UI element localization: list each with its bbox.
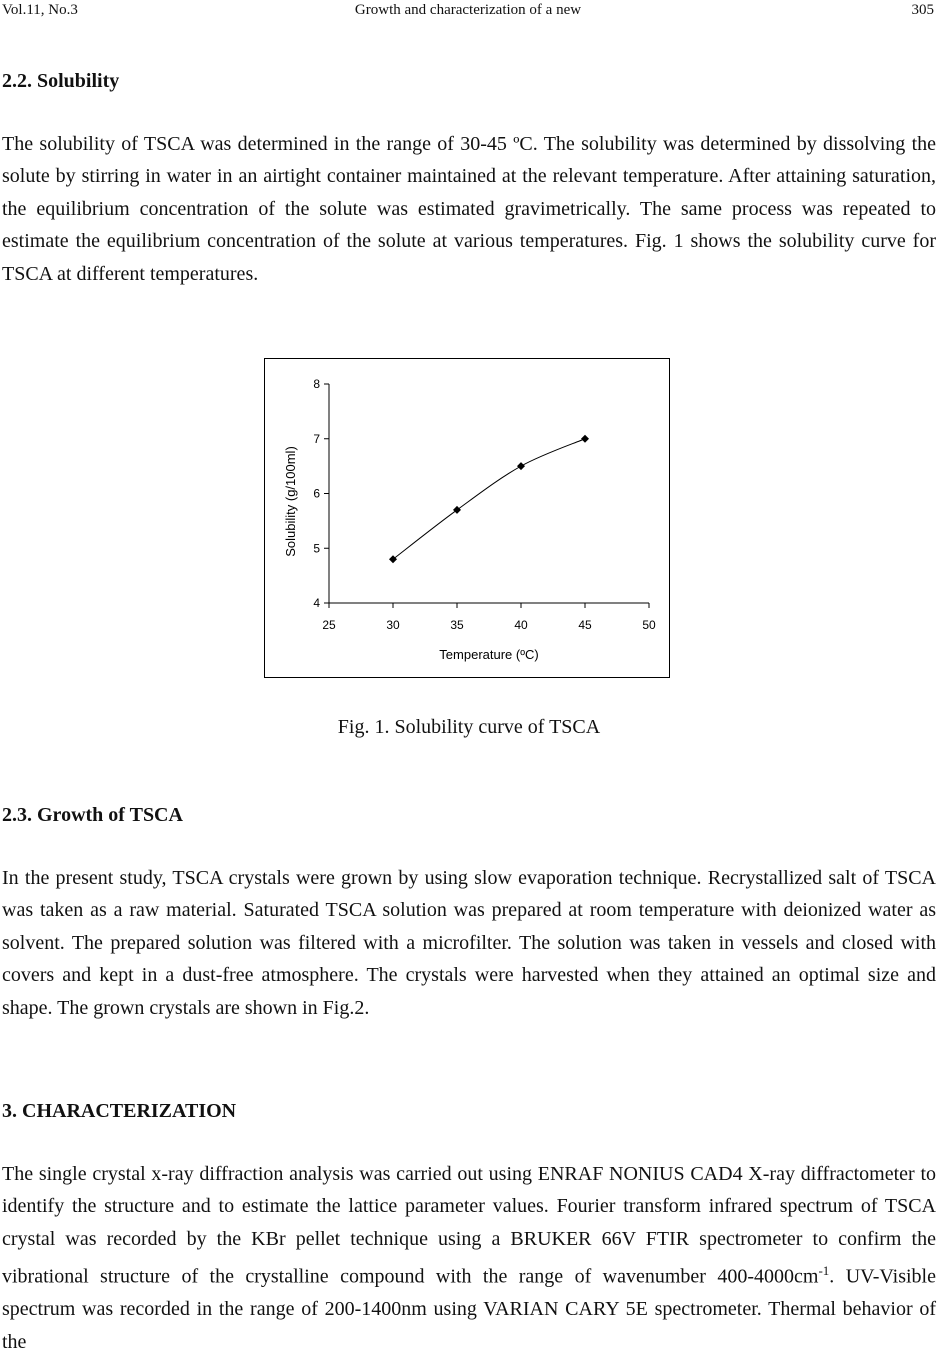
running-title: Growth and characterization of a new [354,2,582,18]
page-number: 305 [911,2,934,18]
series-line [393,439,585,559]
section-heading-solubility: 2.2. Solubility [2,70,120,92]
section-heading-characterization: 3. CHARACTERIZATION [2,1100,237,1122]
paragraph-solubility: The solubility of TSCA was determined in the range of 30-45 ºC. The solubility was determined by dissolving the solute by stirring in water in an airtight container maintained at the relevant temperature. After attaining saturation, the equilibrium concentration of the solute was estimated gravimetrically. The same process was repeated to estimate the equilibrium concentration of the solute at various temperatures. Fig. 1 shows the solubility curve for TSCA at different temperatures. [2,133,936,285]
x-tick-label: 45 [578,618,592,632]
data-point-diamond [517,462,525,470]
x-tick-label: 30 [386,618,400,632]
y-axis-title: Solubility (g/100ml) [283,446,298,557]
section-heading-growth: 2.3. Growth of TSCA [2,804,183,826]
running-head [2,2,934,24]
characterization-text-b: . UV-Visible spectrum was recorded in the range of 200-1400nm using VARIAN CARY 5E spectrometer. Thermal behavior of the [2,1265,936,1353]
y-tick-label: 6 [313,486,320,501]
x-tick-label: 40 [514,618,528,632]
solubility-chart-svg [265,359,669,677]
y-tick-label: 8 [313,377,320,391]
x-axis-title: Temperature (ºC) [439,647,539,662]
characterization-text-a: The single crystal x-ray diffraction analysis was carried out using ENRAF NONIUS CAD4 X-ray diffractometer to identify the structure and to estimate the lattice parameter values. Fourier transform infrared spectrum of TSCA crystal was recorded by the KBr pellet technique using a BRUKER 66V FTIR spectrometer to confirm the vibrational structure of the crystalline compound with the range of wavenumber 400-4000cm [2,1163,936,1288]
figure-1-chart [264,358,670,678]
figure-caption: Fig. 1. Solubility curve of TSCA [337,716,601,738]
data-point-diamond [581,435,589,443]
data-point-diamond [453,506,461,514]
paragraph-growth: In the present study, TSCA crystals were grown by using slow evaporation technique. Recrystallized salt of TSCA was taken as a raw material. Saturated TSCA solution was prepared at room temperature with deionized water as solvent. The prepared solution was filtered with a microfilter. The solution was taken in vessels and closed with covers and kept in a dust-free atmosphere. The crystals were harvested when they attained an optimal size and shape. The grown crystals are shown in Fig.2. [2,867,936,1019]
x-tick-label: 50 [642,618,656,632]
superscript-minus-one: -1 [818,1263,830,1279]
y-tick-label: 4 [313,596,320,610]
y-tick-label: 7 [313,431,320,446]
x-tick-label: 25 [322,618,336,632]
paragraph-characterization [2,1158,936,1358]
x-tick-label: 35 [450,618,464,632]
journal-volume: Vol.11, No.3 [2,2,78,18]
y-tick-label: 5 [313,541,320,556]
